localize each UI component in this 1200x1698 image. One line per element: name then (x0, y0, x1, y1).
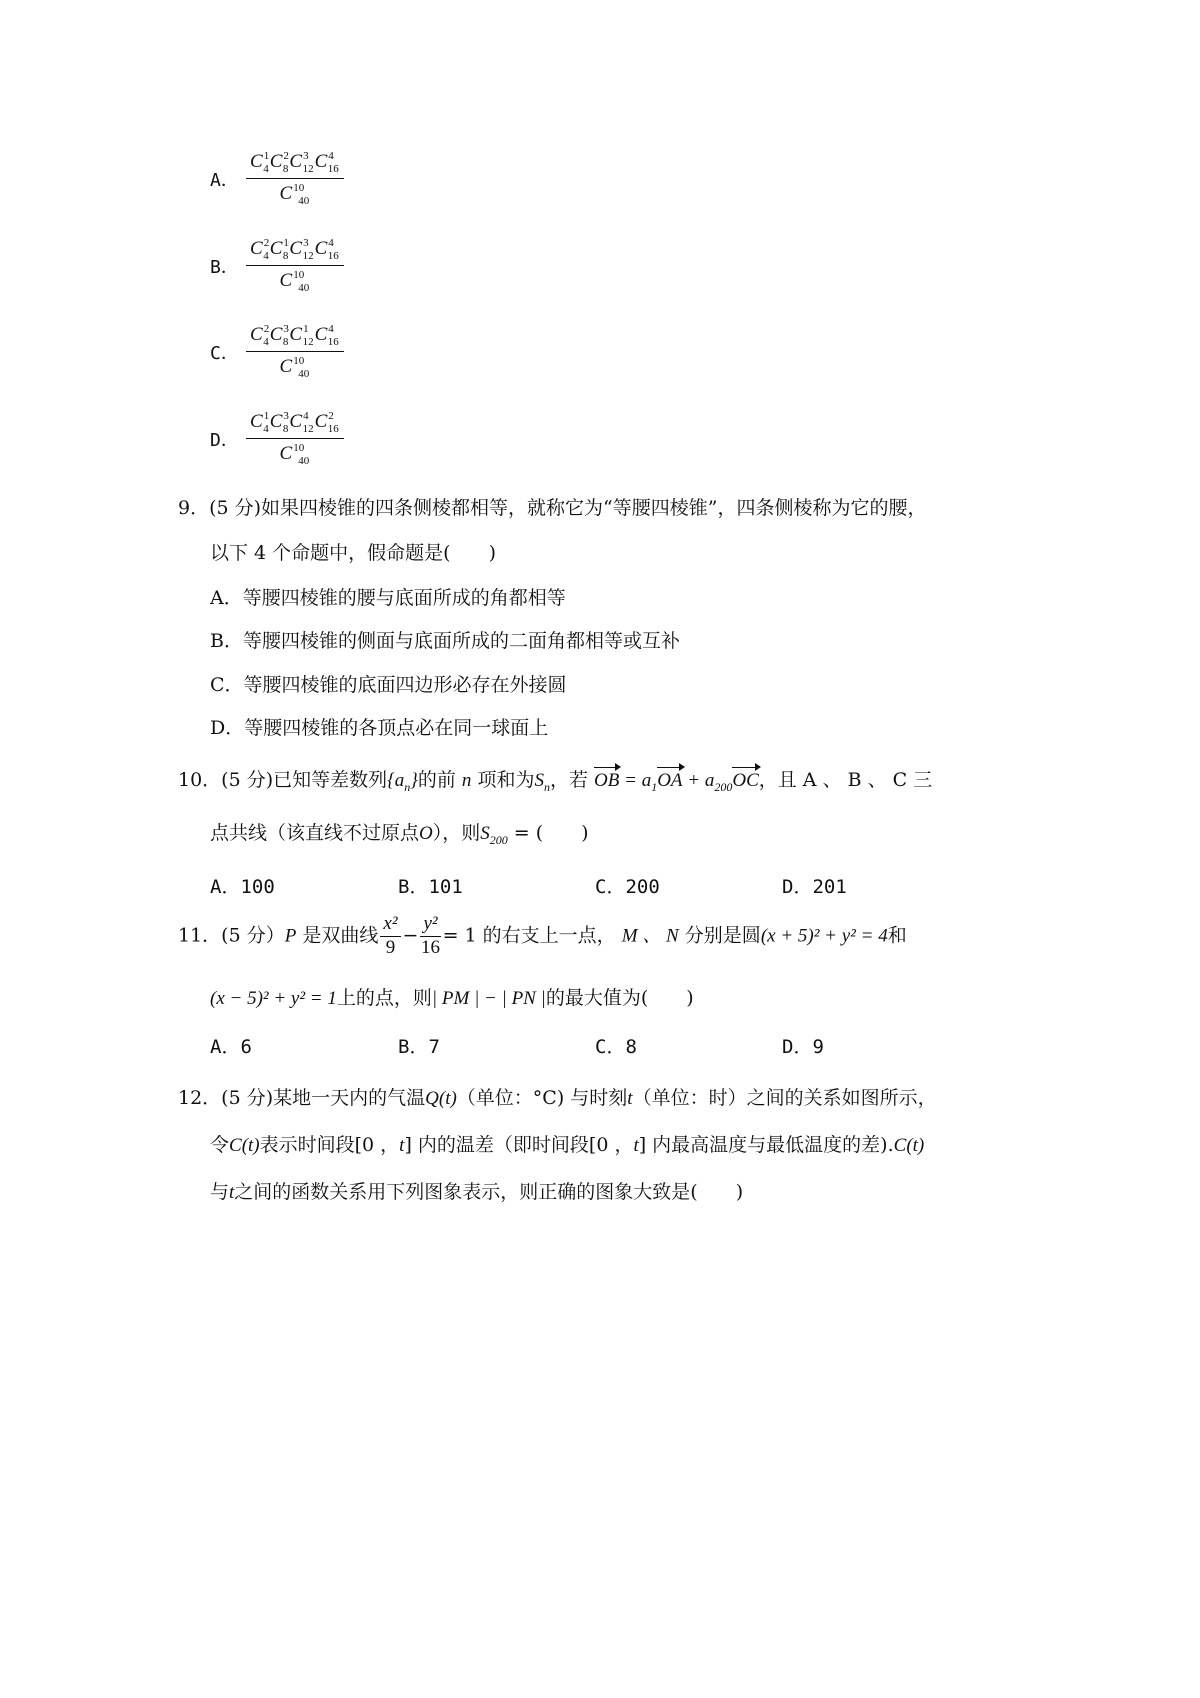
q8-option-letter: A． (210, 169, 239, 191)
combination-term: $C^3_8$ (269, 323, 289, 348)
q11-option-a: A．6 (210, 1036, 252, 1058)
combination-term: $C^4_{12}$ (289, 410, 314, 435)
q10-text-qian: 的前 (417, 769, 456, 791)
combination-term: $C^3_{12}$ (289, 237, 314, 262)
combination-term: $C^{10}_{40}$ (279, 355, 310, 380)
q10-stem-line2: 点共线（该直线不过原点O），则$S_{200}$ = ( ) (210, 822, 589, 847)
combination-term: $C^2_{16}$ (314, 410, 339, 435)
q11-option-c: C．8 (595, 1036, 637, 1058)
q9-option-b: B．等腰四棱锥的侧面与底面所成的二面角都相等或互补 (210, 630, 680, 652)
combination-term: $C^4_{16}$ (314, 323, 339, 348)
combination-term: $C^3_8$ (269, 410, 289, 435)
combination-term: $C^{10}_{40}$ (279, 269, 310, 294)
q10-text-ruo: ，若 (549, 769, 588, 791)
q8-fraction (246, 323, 344, 380)
q9-stem-line1: 9．(5 分)如果四棱锥的四条侧棱都相等，就称它为“等腰四棱锥”，四条侧棱称为它的腰， (178, 497, 927, 519)
q12-stem-line1: 12．(5 分)某地一天内的气温Q(t)（单位：°C) 与时刻t（单位：时）之间的关系如图所示， (178, 1087, 937, 1109)
q10-seq: $\{a_n\}$ (387, 770, 418, 794)
q8-option-letter: B． (210, 256, 239, 278)
combination-term: $C^{10}_{40}$ (279, 442, 310, 467)
combination-term: $C^4_{16}$ (314, 237, 339, 262)
q10-option-b: B．101 (398, 876, 463, 898)
q11-stem-line1: 11．(5 分）P 是双曲线 $\frac{\text{x²}}{9}$ − $\frac{\text{y²}}{16}$ = 1 的右支上一点， M 、 N 分别是圆(x + 5)² + y² = 4和 (178, 913, 907, 958)
combination-term: $C^{10}_{40}$ (279, 182, 310, 207)
combination-term: $C^1_4$ (250, 410, 270, 435)
q10-vector-OB: OB (594, 770, 620, 791)
q8-option-c (210, 323, 344, 380)
q10-Sn: $S_n$ (534, 770, 550, 794)
combination-term: $C^2_4$ (250, 237, 270, 262)
q8-fraction (246, 150, 344, 207)
q10-vector-OA: OA (657, 770, 683, 791)
q10-text-xianghewei: 项和为 (477, 769, 535, 791)
q10-prefix: 10．(5 分)已知等差数列 (178, 769, 388, 791)
combination-term: $C^2_4$ (250, 323, 270, 348)
combination-term: $C^1_4$ (250, 150, 270, 175)
combination-term: $C^1_8$ (269, 237, 289, 262)
q10-vector-OC: OC (732, 770, 759, 791)
q8-option-a (210, 150, 344, 207)
q11-frac-y: $\frac{\text{y²}}{16}$ (421, 913, 441, 958)
q10-a1: = $a_1$ (619, 770, 658, 794)
q8-fraction (246, 410, 344, 467)
q11-stem-line2: (x − 5)² + y² = 1上的点，则| PM | − | PN |的最大值为( ) (210, 987, 694, 1009)
combination-term: $C^4_{16}$ (314, 150, 339, 175)
q8-option-letter: C． (210, 342, 239, 364)
q10-option-c: C．200 (595, 876, 660, 898)
q10-n: n (461, 770, 472, 791)
q10-text-tail: ，且 A 、 B 、 C 三 (758, 769, 933, 791)
q9-option-a: A．等腰四棱锥的腰与底面所成的角都相等 (210, 587, 566, 609)
q9-option-d: D．等腰四棱锥的各顶点必在同一球面上 (210, 717, 549, 739)
q12-stem-line2: 令C(t)表示时间段[0 ，t] 内的温差（即时间段[0 ，t] 内最高温度与最低温度的差).C(t) (210, 1134, 925, 1156)
q10-option-a: A．100 (210, 876, 275, 898)
q11-option-d: D．9 (782, 1036, 824, 1058)
q10-a200: + $a_{200}$ (682, 770, 733, 794)
q9-stem-line2: 以下 4 个命题中，假命题是( ) (210, 542, 496, 564)
combination-term: $C^3_{12}$ (289, 150, 314, 175)
q9-option-c: C．等腰四棱锥的底面四边形必存在外接圆 (210, 674, 567, 696)
q11-option-b: B．7 (398, 1036, 440, 1058)
combination-term: $C^2_8$ (269, 150, 289, 175)
q12-stem-line3: 与t之间的函数关系用下列图象表示，则正确的图象大致是( ) (210, 1181, 744, 1203)
q10-option-d: D．201 (782, 876, 847, 898)
combination-term: $C^1_{12}$ (289, 323, 314, 348)
q11-frac-x: $\frac{\text{x²}}{9}$ (380, 913, 400, 960)
q8-option-letter: D． (210, 429, 239, 451)
q8-fraction (246, 237, 344, 294)
q10-stem-line1 (178, 765, 932, 795)
q8-option-d (210, 410, 344, 467)
q8-option-b (210, 237, 344, 294)
